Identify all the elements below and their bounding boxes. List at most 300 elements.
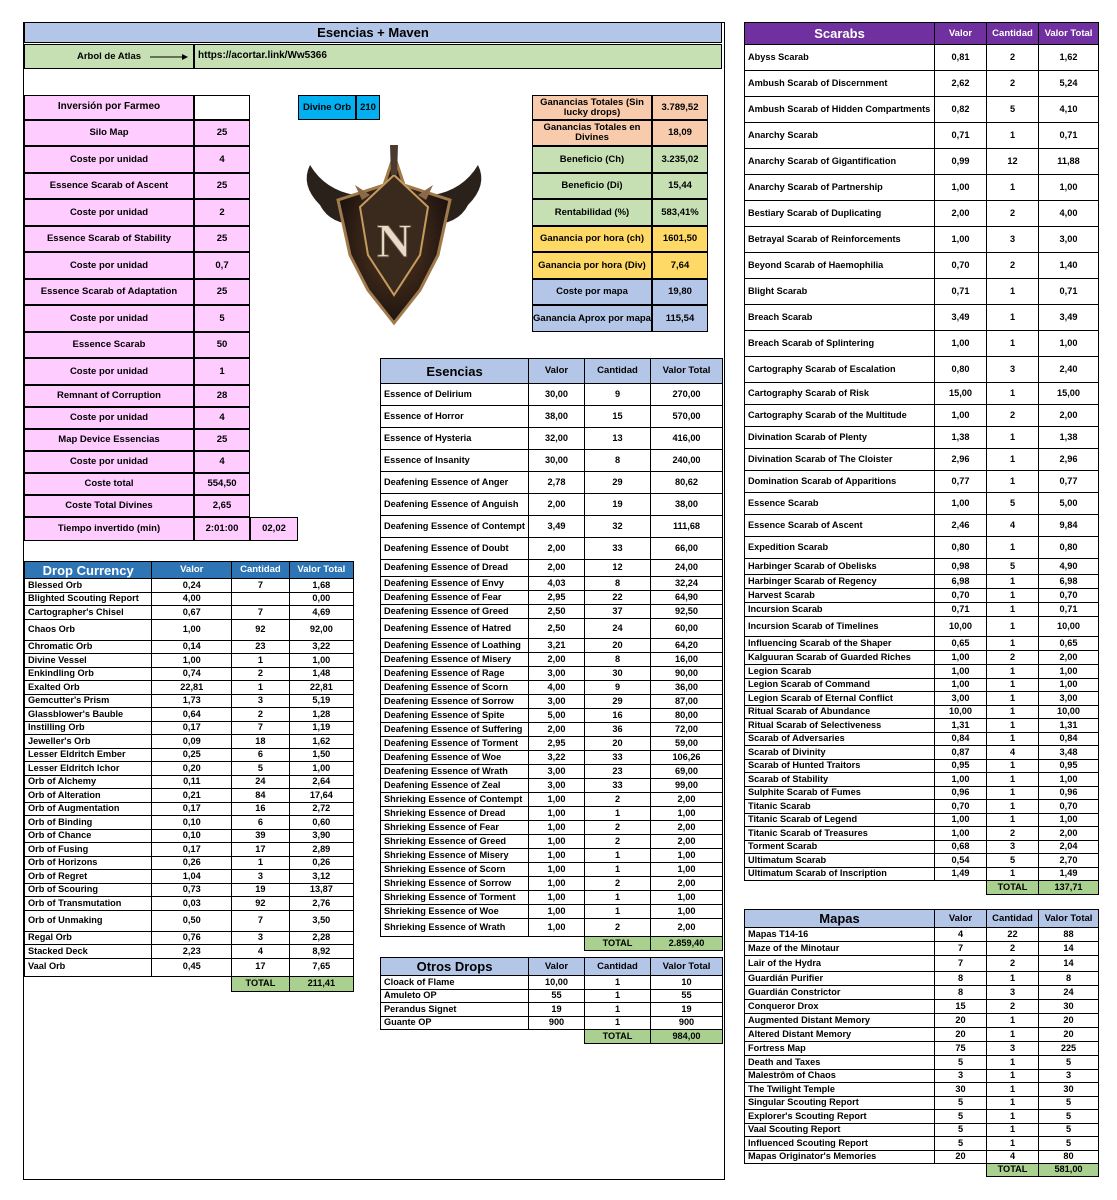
item-quantity: 1 — [987, 800, 1039, 814]
table-row — [745, 813, 1099, 827]
maps-total-row — [745, 1164, 1099, 1177]
table-row — [25, 775, 354, 789]
item-quantity: 2 — [987, 942, 1039, 956]
item-name: Titanic Scarab — [745, 800, 935, 814]
item-total: 3,22 — [289, 640, 353, 654]
table-row — [745, 759, 1099, 773]
item-total: 4,00 — [1039, 201, 1099, 227]
item-value: 0,98 — [935, 559, 987, 575]
table-row — [745, 71, 1099, 97]
atlas-link[interactable]: https://acortar.link/Ww5366 — [194, 44, 722, 69]
table-row — [745, 1096, 1099, 1110]
item-total: 2,00 — [651, 821, 723, 835]
table-row — [25, 829, 354, 843]
item-total: 1,28 — [289, 708, 353, 722]
item-name: Lair of the Hydra — [745, 956, 935, 972]
item-value: 2,23 — [152, 945, 232, 959]
item-name: Orb of Alteration — [25, 789, 152, 803]
item-value: 0,54 — [935, 854, 987, 868]
table-row — [381, 406, 723, 428]
item-quantity: 4 — [987, 1150, 1039, 1164]
item-quantity: 4 — [987, 515, 1039, 537]
item-quantity: 18 — [232, 735, 290, 749]
item-name: Ambush Scarab of Hidden Compartments — [745, 97, 935, 123]
farming-row-label: Essence Scarab — [24, 332, 194, 358]
table-row — [745, 1000, 1099, 1014]
item-total: 2,00 — [651, 793, 723, 807]
table-row — [745, 559, 1099, 575]
item-total: 1,00 — [651, 891, 723, 905]
item-value: 15,00 — [935, 383, 987, 405]
item-quantity: 1 — [987, 471, 1039, 493]
item-name: Deafening Essence of Greed — [381, 605, 529, 619]
scarabs-total-row — [745, 881, 1099, 895]
item-name: Orb of Chance — [25, 829, 152, 843]
table-row — [745, 201, 1099, 227]
table-row — [381, 494, 723, 516]
item-name: Divination Scarab of The Cloister — [745, 449, 935, 471]
item-value: 1,00 — [935, 678, 987, 692]
item-quantity: 33 — [585, 779, 651, 793]
item-value: 1,00 — [935, 665, 987, 679]
item-quantity: 23 — [585, 765, 651, 779]
item-value: 1,00 — [529, 849, 585, 863]
scarabs-column-header: Cantidad — [987, 23, 1039, 45]
item-value: 1,00 — [935, 773, 987, 787]
table-row — [745, 651, 1099, 665]
others-total-row — [381, 1030, 723, 1044]
item-total: 0,71 — [1039, 123, 1099, 149]
item-name: Deafening Essence of Envy — [381, 577, 529, 591]
item-name: Chaos Orb — [25, 619, 152, 640]
table-row — [745, 383, 1099, 405]
item-value: 2,78 — [529, 472, 585, 494]
item-total: 1,68 — [289, 579, 353, 593]
item-name: Altered Distant Memory — [745, 1028, 935, 1042]
item-total: 15,00 — [1039, 383, 1099, 405]
table-row — [381, 428, 723, 450]
table-row — [381, 653, 723, 667]
farming-row-label: Essence Scarab of Adaptation — [24, 279, 194, 305]
item-name: Titanic Scarab of Legend — [745, 813, 935, 827]
farming-row-value: 4 — [194, 407, 250, 429]
item-total: 14 — [1039, 956, 1099, 972]
summary-value: 15,44 — [652, 173, 708, 199]
farming-row-label: Coste por unidad — [24, 305, 194, 332]
item-quantity: 1 — [585, 905, 651, 919]
table-row — [381, 919, 723, 937]
table-row — [25, 640, 354, 654]
table-row — [745, 603, 1099, 617]
item-name: Deafening Essence of Spite — [381, 709, 529, 723]
item-total: 8 — [1039, 972, 1099, 986]
maps-header-row — [745, 910, 1099, 928]
item-quantity: 1 — [987, 427, 1039, 449]
item-total: 2,00 — [651, 877, 723, 891]
item-value: 1,00 — [935, 227, 987, 253]
farming-row-label: Essence Scarab of Stability — [24, 226, 194, 252]
table-row — [745, 45, 1099, 71]
item-name: Anarchy Scarab — [745, 123, 935, 149]
table-row — [745, 1110, 1099, 1124]
item-name: Essence Scarab of Ascent — [745, 515, 935, 537]
table-row — [25, 789, 354, 803]
item-name: Guardián Constrictor — [745, 986, 935, 1000]
item-quantity: 84 — [232, 789, 290, 803]
item-value: 0,50 — [152, 910, 232, 931]
item-value: 1,73 — [152, 694, 232, 708]
item-total: 0,26 — [289, 856, 353, 870]
item-value: 2,00 — [529, 538, 585, 560]
summary-label: Ganancia Aprox por mapa — [532, 305, 652, 332]
item-total: 5,19 — [289, 694, 353, 708]
item-total: 5 — [1039, 1096, 1099, 1110]
item-total: 2,96 — [1039, 449, 1099, 471]
farming-row-label: Essence Scarab of Ascent — [24, 173, 194, 199]
item-value: 0,24 — [152, 579, 232, 593]
item-total: 1,00 — [651, 807, 723, 821]
item-name: Orb of Transmutation — [25, 897, 152, 911]
table-row — [745, 840, 1099, 854]
table-row — [745, 357, 1099, 383]
item-total: 1,62 — [1039, 45, 1099, 71]
item-total: 2,89 — [289, 843, 353, 857]
item-quantity: 1 — [585, 863, 651, 877]
farming-row-label: Coste por unidad — [24, 451, 194, 473]
essences-column-header: Cantidad — [585, 359, 651, 384]
table-row — [25, 843, 354, 857]
currency-column-header: Cantidad — [232, 562, 290, 579]
item-name: Deafening Essence of Contempt — [381, 516, 529, 538]
item-quantity: 12 — [585, 560, 651, 577]
item-quantity: 7 — [232, 910, 290, 931]
item-name: Deafening Essence of Torment — [381, 737, 529, 751]
essences-table — [380, 358, 723, 951]
item-value: 0,11 — [152, 775, 232, 789]
item-quantity: 1 — [987, 279, 1039, 305]
table-row — [745, 665, 1099, 679]
item-name: Legion Scarab of Eternal Conflict — [745, 692, 935, 706]
item-quantity: 1 — [987, 1110, 1039, 1124]
item-value: 4,03 — [529, 577, 585, 591]
currency-total-label: TOTAL — [232, 976, 290, 991]
item-quantity: 30 — [585, 667, 651, 681]
item-total: 1,19 — [289, 721, 353, 735]
item-name: Blighted Scouting Report — [25, 592, 152, 606]
table-row — [745, 1069, 1099, 1083]
item-value: 22,81 — [152, 681, 232, 695]
table-row — [745, 928, 1099, 942]
item-total: 30 — [1039, 1083, 1099, 1097]
item-name: Deafening Essence of Wrath — [381, 765, 529, 779]
item-total: 5 — [1039, 1123, 1099, 1137]
item-total: 0,96 — [1039, 786, 1099, 800]
table-row — [25, 816, 354, 830]
item-value: 0,96 — [935, 786, 987, 800]
item-value: 2,46 — [935, 515, 987, 537]
item-value: 3,49 — [935, 305, 987, 331]
table-row — [381, 779, 723, 793]
item-total: 64,20 — [651, 639, 723, 653]
table-row — [745, 1123, 1099, 1137]
item-value: 3,00 — [935, 692, 987, 706]
item-value: 0,81 — [935, 45, 987, 71]
item-name: Torment Scarab — [745, 840, 935, 854]
item-quantity: 3 — [987, 1042, 1039, 1056]
item-total: 72,00 — [651, 723, 723, 737]
table-row — [745, 942, 1099, 956]
currency-column-header: Valor Total — [289, 562, 353, 579]
table-row — [25, 958, 354, 976]
table-row — [745, 331, 1099, 357]
item-name: Titanic Scarab of Treasures — [745, 827, 935, 841]
table-row — [745, 972, 1099, 986]
item-quantity: 1 — [987, 1014, 1039, 1028]
item-quantity: 1 — [987, 1083, 1039, 1097]
maps-column-header: Cantidad — [987, 910, 1039, 928]
item-total: 80,00 — [651, 709, 723, 723]
item-value: 1,00 — [935, 827, 987, 841]
item-value: 0,17 — [152, 843, 232, 857]
item-total: 55 — [651, 989, 723, 1003]
item-value: 3,00 — [529, 695, 585, 709]
table-row — [745, 854, 1099, 868]
table-row — [25, 708, 354, 722]
table-row — [381, 667, 723, 681]
item-name: Explorer's Scouting Report — [745, 1110, 935, 1124]
item-value: 20 — [935, 1150, 987, 1164]
item-value: 0,67 — [152, 606, 232, 620]
item-quantity: 2 — [987, 253, 1039, 279]
item-quantity: 92 — [232, 897, 290, 911]
item-total: 38,00 — [651, 494, 723, 516]
summary-value: 1601,50 — [652, 226, 708, 252]
item-quantity: 2 — [987, 201, 1039, 227]
item-total: 2,00 — [1039, 651, 1099, 665]
item-name: Cartography Scarab of Risk — [745, 383, 935, 405]
essences-title: Esencias — [381, 359, 529, 384]
scarabs-total-value: 137,71 — [1039, 881, 1099, 895]
item-total: 92,00 — [289, 619, 353, 640]
item-value: 0,80 — [935, 357, 987, 383]
item-value: 0,17 — [152, 721, 232, 735]
item-quantity: 7 — [232, 579, 290, 593]
item-quantity: 1 — [987, 617, 1039, 637]
logo-emblem — [300, 145, 488, 327]
table-row — [381, 472, 723, 494]
table-row — [381, 905, 723, 919]
item-quantity: 3 — [987, 986, 1039, 1000]
time-value: 2:01:00 — [194, 517, 250, 541]
item-name: Augmented Distant Memory — [745, 1014, 935, 1028]
table-row — [745, 123, 1099, 149]
item-value: 0,25 — [152, 748, 232, 762]
item-value: 75 — [935, 1042, 987, 1056]
item-name: Chromatic Orb — [25, 640, 152, 654]
item-quantity: 1 — [987, 773, 1039, 787]
currency-total-value: 211,41 — [289, 976, 353, 991]
item-name: Deafening Essence of Woe — [381, 751, 529, 765]
item-value: 1,00 — [529, 877, 585, 891]
table-row — [25, 748, 354, 762]
item-value: 2,62 — [935, 71, 987, 97]
table-row — [745, 705, 1099, 719]
item-quantity: 24 — [232, 775, 290, 789]
table-row — [745, 827, 1099, 841]
item-name: Perandus Signet — [381, 1003, 529, 1017]
item-quantity: 13 — [585, 428, 651, 450]
table-row — [745, 97, 1099, 123]
table-row — [25, 897, 354, 911]
item-total: 5 — [1039, 1110, 1099, 1124]
maps-total-label: TOTAL — [987, 1164, 1039, 1177]
item-total: 0,95 — [1039, 759, 1099, 773]
item-quantity: 7 — [232, 606, 290, 620]
item-name: Deafening Essence of Sorrow — [381, 695, 529, 709]
table-row — [745, 1137, 1099, 1151]
item-value: 0,73 — [152, 883, 232, 897]
table-row — [25, 870, 354, 884]
farming-row-label: Coste por unidad — [24, 407, 194, 429]
item-name: Maze of the Minotaur — [745, 942, 935, 956]
item-value: 1,00 — [152, 654, 232, 668]
currency-title: Drop Currency — [25, 562, 152, 579]
item-value: 2,96 — [935, 449, 987, 471]
item-name: Deafening Essence of Scorn — [381, 681, 529, 695]
item-quantity: 1 — [987, 331, 1039, 357]
table-row — [25, 735, 354, 749]
item-name: Essence of Insanity — [381, 450, 529, 472]
table-row — [745, 405, 1099, 427]
item-name: Scarab of Adversaries — [745, 732, 935, 746]
table-row — [745, 719, 1099, 733]
item-quantity: 5 — [987, 854, 1039, 868]
item-quantity: 3 — [232, 870, 290, 884]
item-total: 0,65 — [1039, 637, 1099, 651]
table-row — [745, 471, 1099, 493]
item-value: 1,00 — [935, 813, 987, 827]
item-value: 10,00 — [529, 976, 585, 990]
item-quantity: 23 — [232, 640, 290, 654]
item-name: Domination Scarab of Apparitions — [745, 471, 935, 493]
item-name: Deafening Essence of Suffering — [381, 723, 529, 737]
essences-column-header: Valor — [529, 359, 585, 384]
item-value: 3 — [935, 1069, 987, 1083]
item-name: Deafening Essence of Anguish — [381, 494, 529, 516]
item-total: 90,00 — [651, 667, 723, 681]
item-total: 2,28 — [289, 931, 353, 945]
item-value: 32,00 — [529, 428, 585, 450]
item-name: Death and Taxes — [745, 1056, 935, 1070]
item-name: Ambush Scarab of Discernment — [745, 71, 935, 97]
item-value: 0,74 — [152, 667, 232, 681]
essences-total-label: TOTAL — [585, 937, 651, 951]
item-name: Incursion Scarab of Timelines — [745, 617, 935, 637]
item-value: 0,68 — [935, 840, 987, 854]
item-quantity: 9 — [585, 681, 651, 695]
table-row — [745, 1083, 1099, 1097]
item-name: Shrieking Essence of Scorn — [381, 863, 529, 877]
table-row — [381, 639, 723, 653]
item-name: Vaal Orb — [25, 958, 152, 976]
table-row — [25, 883, 354, 897]
item-name: Malestrôm of Chaos — [745, 1069, 935, 1083]
item-quantity: 1 — [987, 175, 1039, 201]
other-drops-table — [380, 957, 723, 1044]
item-total: 30 — [1039, 1000, 1099, 1014]
item-name: Influencing Scarab of the Shaper — [745, 637, 935, 651]
item-value: 1,00 — [529, 919, 585, 937]
item-value: 0,87 — [935, 746, 987, 760]
table-row — [745, 746, 1099, 760]
item-total: 11,88 — [1039, 149, 1099, 175]
item-name: Lesser Eldritch Ember — [25, 748, 152, 762]
table-row — [381, 877, 723, 891]
item-quantity: 1 — [987, 1069, 1039, 1083]
time-hours: 02,02 — [250, 517, 298, 541]
item-name: Conqueror Drox — [745, 1000, 935, 1014]
item-name: Enkindling Orb — [25, 667, 152, 681]
item-name: Kalguuran Scarab of Guarded Riches — [745, 651, 935, 665]
item-quantity: 3 — [232, 694, 290, 708]
item-quantity: 1 — [585, 849, 651, 863]
table-row — [381, 793, 723, 807]
item-total: 16,00 — [651, 653, 723, 667]
item-total: 2,00 — [651, 919, 723, 937]
item-total: 99,00 — [651, 779, 723, 793]
item-quantity: 37 — [585, 605, 651, 619]
farming-row-value: 5 — [194, 305, 250, 332]
item-value: 0,09 — [152, 735, 232, 749]
item-quantity: 1 — [987, 1096, 1039, 1110]
table-row — [745, 449, 1099, 471]
table-row — [381, 577, 723, 591]
item-value: 3,49 — [529, 516, 585, 538]
item-quantity: 7 — [232, 721, 290, 735]
item-total: 24 — [1039, 986, 1099, 1000]
item-quantity: 32 — [585, 516, 651, 538]
table-row — [381, 751, 723, 765]
item-quantity: 5 — [232, 762, 290, 776]
item-value: 3,00 — [529, 765, 585, 779]
item-quantity: 20 — [585, 737, 651, 751]
item-name: Ritual Scarab of Abundance — [745, 705, 935, 719]
item-total: 2,00 — [651, 835, 723, 849]
item-value: 0,71 — [935, 279, 987, 305]
farming-row-value: 25 — [194, 226, 250, 252]
item-total: 1,38 — [1039, 427, 1099, 449]
item-value: 5 — [935, 1137, 987, 1151]
item-quantity: 2 — [987, 45, 1039, 71]
table-row — [745, 1150, 1099, 1164]
item-quantity: 4 — [232, 945, 290, 959]
item-value: 1,00 — [935, 405, 987, 427]
item-total: 225 — [1039, 1042, 1099, 1056]
scarabs-column-header: Valor Total — [1039, 23, 1099, 45]
item-total: 5 — [1039, 1056, 1099, 1070]
item-value: 19 — [529, 1003, 585, 1017]
item-value: 0,65 — [935, 637, 987, 651]
table-row — [25, 592, 354, 606]
item-total: 60,00 — [651, 619, 723, 639]
item-value: 4,00 — [529, 681, 585, 695]
item-total: 22,81 — [289, 681, 353, 695]
item-total: 2,00 — [1039, 827, 1099, 841]
table-row — [25, 910, 354, 931]
item-quantity: 1 — [585, 891, 651, 905]
item-name: Cartography Scarab of Escalation — [745, 357, 935, 383]
item-name: Deafening Essence of Fear — [381, 591, 529, 605]
